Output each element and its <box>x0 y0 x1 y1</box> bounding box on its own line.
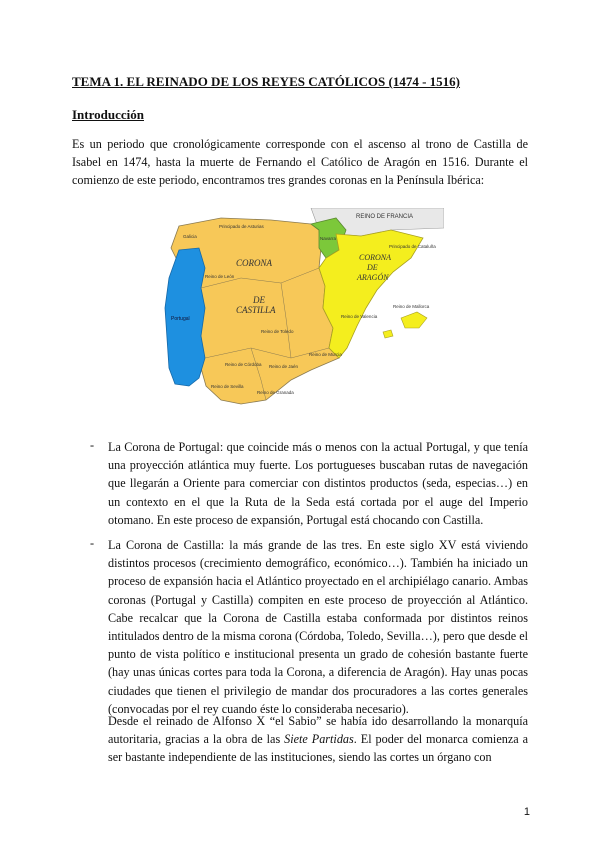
page-number: 1 <box>523 806 530 818</box>
paragraph-text: Desde el reinado de Alfonso X “el Sabio” se había ido desarrollando la monarquía autoritaria, gracias a la obra de las <box>108 714 528 747</box>
label-portugal: Portugal <box>171 316 190 322</box>
label-corona-aragon-1: CORONA <box>359 253 391 262</box>
label-corona-castilla-1: CORONA <box>236 258 272 268</box>
label-cordoba: Reino de Córdoba <box>225 362 262 367</box>
label-asturias: Principado de Asturias <box>219 224 264 229</box>
paragraph-text: . El poder del monarca comienza a ser bastante independiente de las instituciones, siendo las cortes un órgano con <box>108 732 528 765</box>
section-heading: Introducción <box>72 107 144 122</box>
label-francia: REINO DE FRANCIA <box>356 214 414 220</box>
list-item-castilla: La Corona de Castilla: la más grande de las tres. En este siglo XV está viviendo distintos procesos (crecimiento demográfico, económico…). También ha iniciado un proceso de expansión hacia el Atlántico proyectado en el archipiélago canario. Ambas coronas (Portugal y Castilla) compiten en este proceso de proyección al Atlántico. Cabe recalcar que la Corona de Castilla estaba conformada por distintos reinos intitulados dentro de la misma corona (Córdoba, Toledo, Sevilla…), pero que desde el punto de vista político e institucional presenta un grado de cohesión bastante fuerte (hay unas únicas cortes para toda la Corona, a diferencia de Aragón). Hay unas pocas ciudades que tienen el privilegio de mandar dos procuradores a las cortes generales (convocadas por el rey cuando éste lo consideraba necesario). <box>108 538 528 716</box>
iberian-peninsula-map <box>161 208 444 420</box>
label-mallorca: Reino de Mallorca <box>393 304 430 309</box>
document-title: TEMA 1. EL REINADO DE LOS REYES CATÓLICOS (1474 - 1516) <box>72 74 461 89</box>
label-jaen: Reino de Jaén <box>269 364 299 369</box>
label-galicia: Galicia <box>183 234 197 239</box>
label-corona-aragon-3: ARAGÓN <box>357 273 389 282</box>
label-leon: Reino de León <box>205 274 235 279</box>
label-granada: Reino de Granada <box>257 390 294 395</box>
bullet-marker: - <box>90 536 95 550</box>
label-navarra: Navarra <box>320 236 337 241</box>
label-murcia: Reino de Murcia <box>309 352 342 357</box>
intro-paragraph: Es un periodo que cronológicamente corresponde con el ascenso al trono de Castilla de Isabel en 1474, hasta la muerte de Fernando el Católico de Aragón en 1516. Durante el comienzo de este periodo, encontramos tres grandes coronas en la Península Ibérica: <box>72 137 528 188</box>
label-cataluna: Principado de Cataluña <box>389 244 436 249</box>
bullet-marker: - <box>90 438 95 452</box>
label-corona-aragon-2: DE <box>367 263 378 272</box>
label-valencia: Reino de Valencia <box>341 314 378 319</box>
label-corona-castilla-3: CASTILLA <box>236 305 276 315</box>
paragraph-monarquia <box>108 712 528 767</box>
label-toledo: Reino de Toledo <box>261 329 294 334</box>
list-item-portugal: La Corona de Portugal: que coincide más o menos con la actual Portugal, y que tenía una proyección atlántica muy fuerte. Los portugueses buscaban rutas de navegación que llegarán a Oriente para comerciar con distintos productos (seda, especias…) en un contexto en el que la Ruta de la Seda está cortada por el auge del Imperio otomano. En este proceso de expansión, Portugal está chocando con Castilla. <box>108 440 528 527</box>
label-sevilla: Reino de Sevilla <box>211 384 244 389</box>
emphasized-title: Siete Partidas <box>284 732 354 747</box>
label-corona-castilla-2: DE <box>253 295 265 305</box>
